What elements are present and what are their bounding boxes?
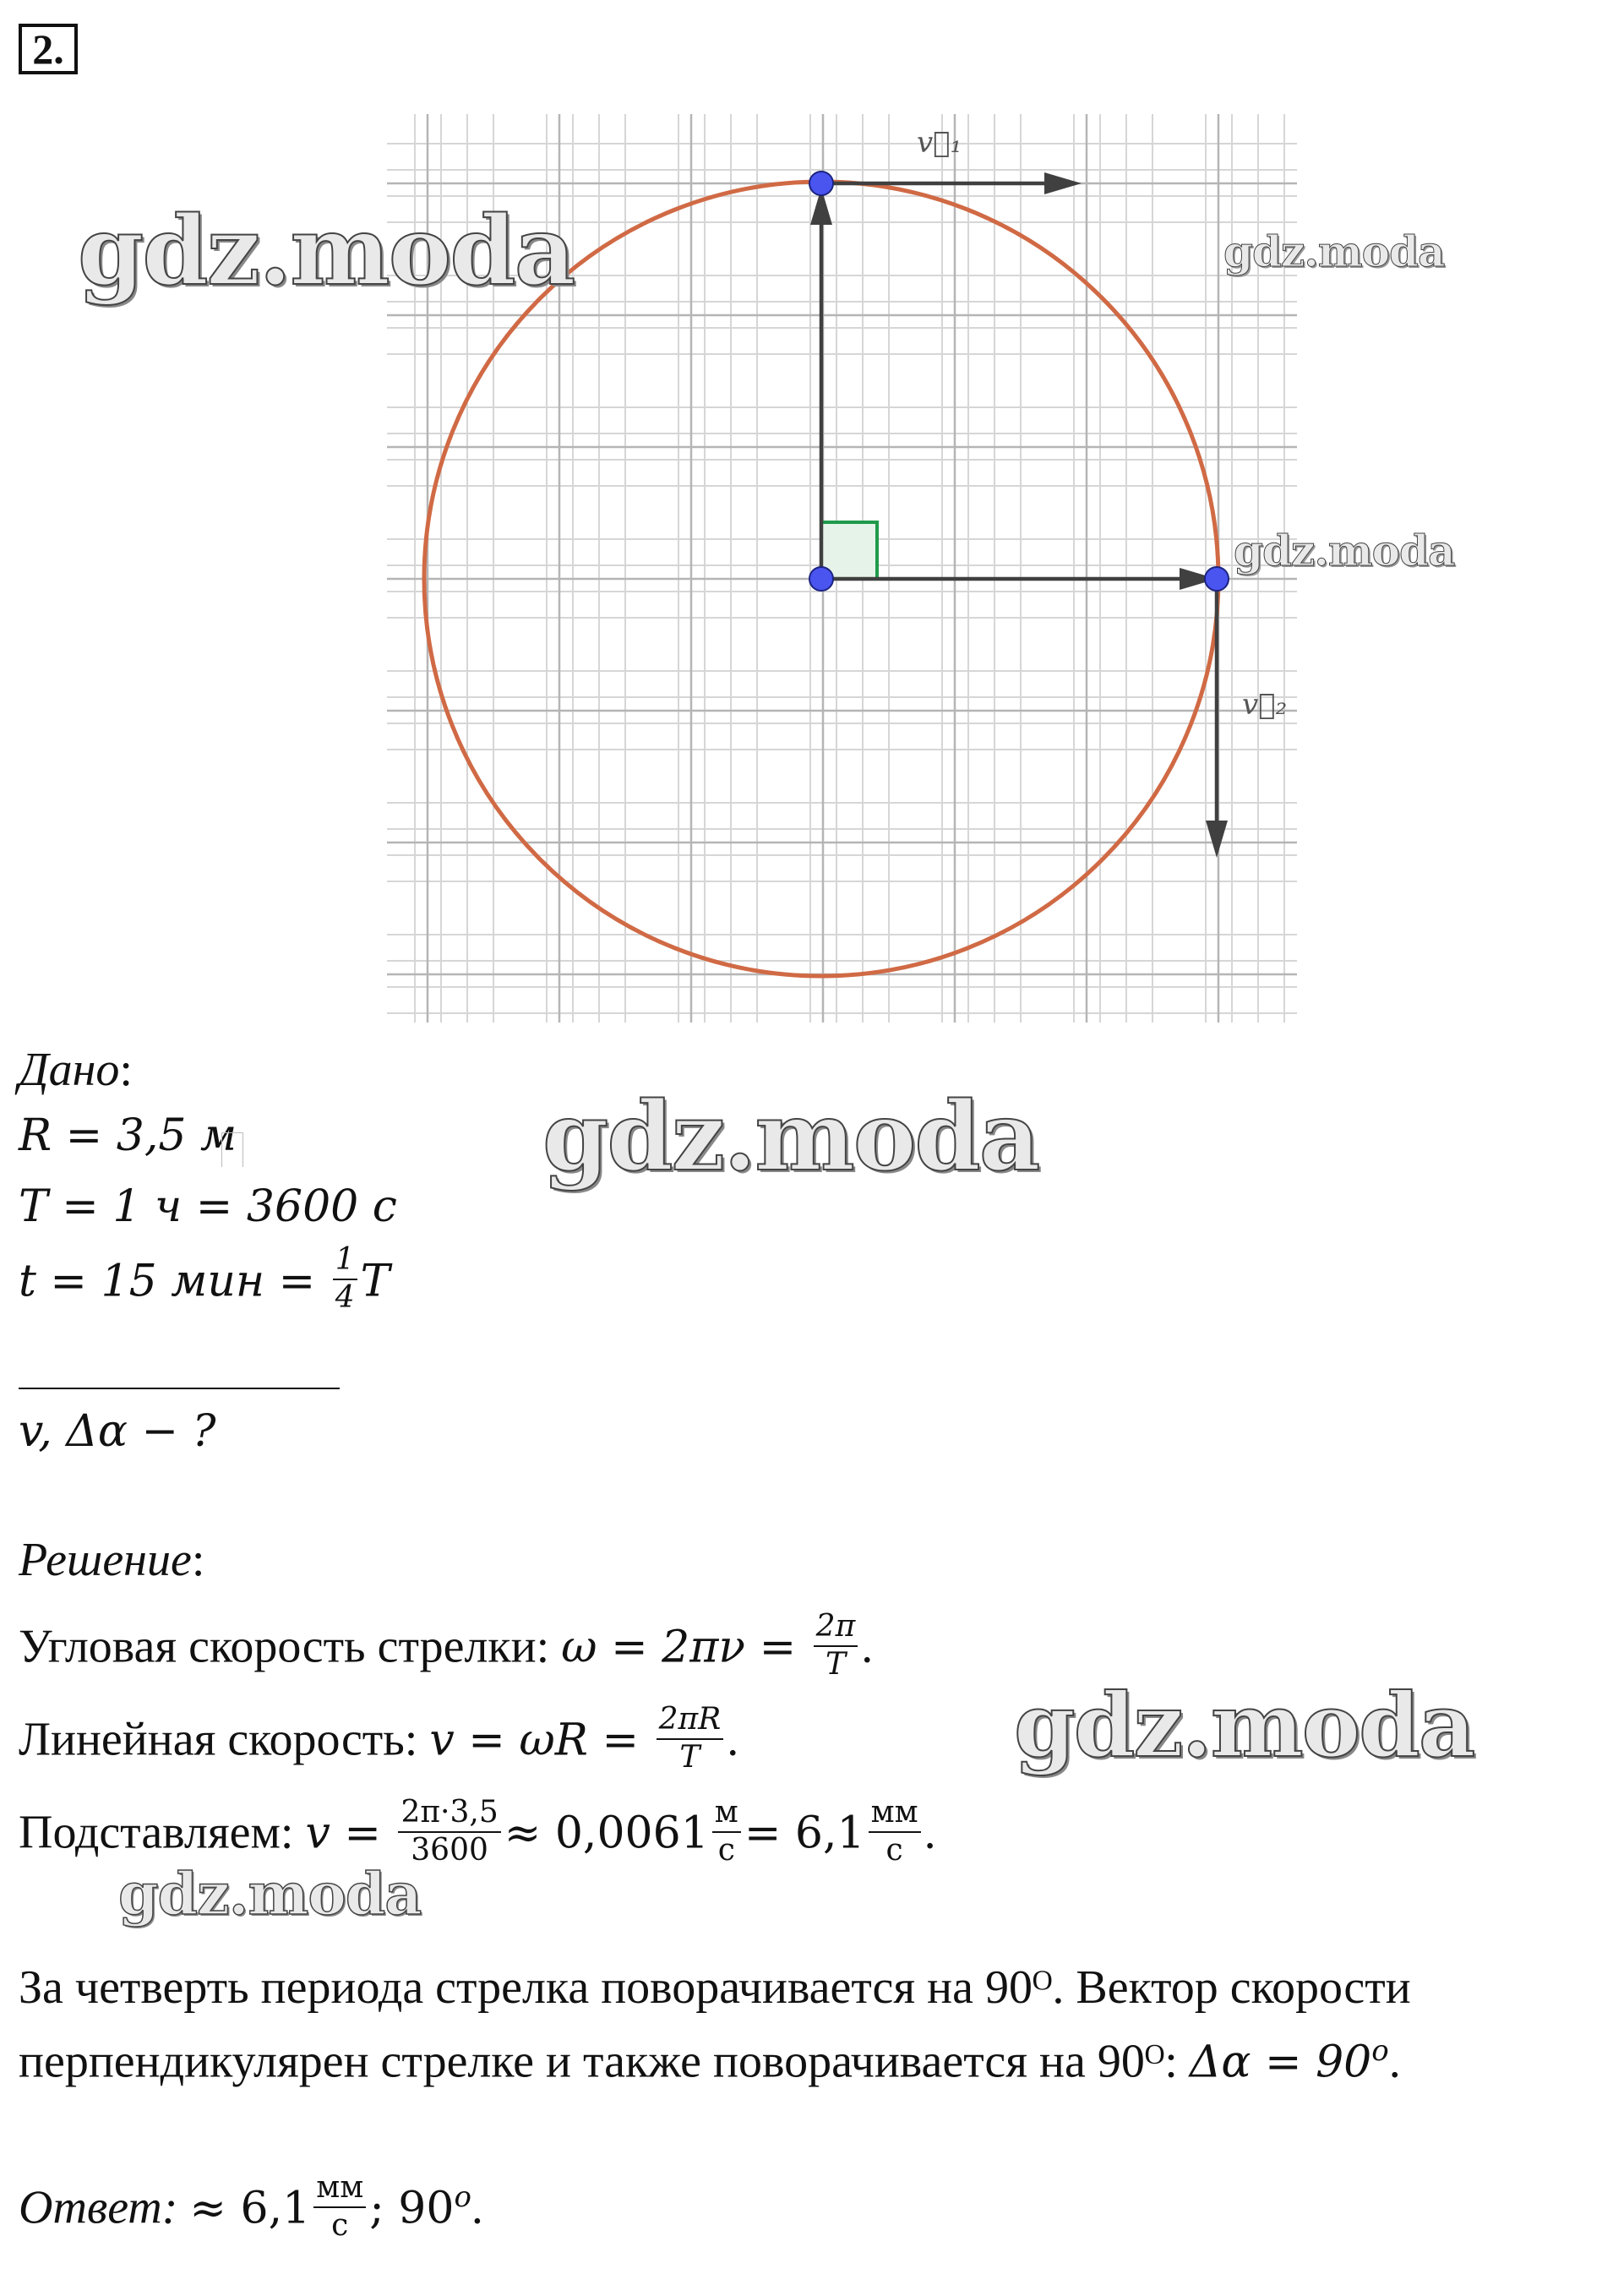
given-time-fraction	[333, 1244, 357, 1315]
unit-numerator: м	[712, 1797, 741, 1833]
answer-value: ≈ 6,1	[189, 2183, 311, 2234]
point-right	[1205, 567, 1229, 591]
step3-text: Подставляем:	[19, 1806, 306, 1859]
answer-degree-sup: o	[454, 2180, 471, 2215]
step3-approx: ≈ 0,0061	[504, 1808, 709, 1859]
find-line: v, Δα − ?	[19, 1406, 216, 1457]
solution-step-3: Подставляем: v = $\frac{2\pi\cdot 3,5}{3600}$ ≈ 0,0061 $\frac{м}{с}$ = 6,1 $\frac{мм}{с}$ .	[19, 1795, 936, 1868]
v1-label: v⃗₁	[917, 126, 962, 160]
fraction-denominator: T	[679, 1739, 700, 1775]
problem-number: 2.	[19, 24, 78, 74]
step1-formula: ω = 2πν =	[561, 1622, 810, 1673]
step3-unit-2	[869, 1797, 921, 1868]
unit-denominator: с	[885, 1832, 903, 1868]
given-period: T = 1 ч = 3600 с	[19, 1181, 397, 1232]
solution-heading-line: Решение:	[19, 1534, 205, 1586]
solution-step-1: Угловая скорость стрелки: ω = 2πν = $\frac{2\pi}{T}$ .	[19, 1609, 874, 1682]
paragraph2-text: перпендикулярен стрелке и также поворачивается на 90ᴼ:	[19, 2035, 1190, 2088]
solution-step-2: Линейная скорость: v = ωR = $\frac{2\pi R}{T}$ .	[19, 1702, 739, 1775]
watermark-2: gdz.moda	[1223, 226, 1445, 276]
answer-label: Ответ:	[19, 2181, 178, 2234]
degree-sup: o	[1371, 2034, 1389, 2068]
fraction-denominator: 3600	[411, 1832, 488, 1868]
answer-line: Ответ: ≈ 6,1 $\frac{мм}{с}$ ; 90$^o$.	[19, 2170, 483, 2243]
unit-denominator: с	[717, 1832, 735, 1868]
v1-arrow	[821, 172, 1082, 194]
unit-numerator: мм	[313, 2172, 366, 2208]
text-cursor-mark	[221, 1132, 243, 1167]
fraction-denominator: 4	[335, 1279, 355, 1315]
fraction-numerator: 1	[333, 1244, 357, 1280]
given-heading-line: Дано:	[19, 1044, 133, 1096]
watermark-4: gdz.moda	[542, 1082, 1039, 1192]
answer-angle: ; 90	[369, 2183, 455, 2234]
point-center	[809, 567, 833, 591]
fraction-numerator: 2π	[814, 1611, 858, 1647]
step2-fraction	[657, 1704, 724, 1775]
watermark-6: gdz.moda	[118, 1861, 422, 1928]
given-time-T: T	[360, 1256, 390, 1307]
step2-text: Линейная скорость:	[19, 1713, 430, 1766]
watermark-5: gdz.moda	[1014, 1673, 1474, 1777]
step1-fraction	[814, 1611, 858, 1682]
fraction-numerator: 2π·3,5	[398, 1797, 500, 1833]
step2-formula: v = ωR =	[429, 1715, 653, 1766]
unit-denominator: с	[331, 2207, 349, 2243]
solution-paragraph-2: перпендикулярен стрелке и также поворачивается на 90ᴼ: $\Delta\alpha = 90^o$.	[19, 2034, 1401, 2088]
watermark-1: gdz.moda	[78, 196, 575, 307]
step3-unit-1	[712, 1797, 741, 1868]
step3-fraction	[398, 1797, 500, 1868]
step1-text: Угловая скорость стрелки:	[19, 1620, 562, 1673]
given-divider	[19, 1388, 340, 1389]
v2-label: v⃗₂	[1242, 688, 1288, 722]
unit-numerator: мм	[869, 1797, 921, 1833]
given-radius: R = 3,5 м	[19, 1110, 237, 1161]
fraction-numerator: 2πR	[657, 1704, 724, 1740]
given-time-text: t = 15 мин =	[19, 1256, 330, 1307]
step3-result: = 6,1	[744, 1808, 865, 1859]
given-time	[19, 1242, 390, 1320]
paragraph2-formula: Δα = 90	[1189, 2037, 1372, 2088]
given-heading: Дано	[19, 1044, 120, 1096]
answer-unit	[313, 2172, 366, 2243]
point-top	[809, 172, 833, 195]
v2-arrow	[1206, 579, 1228, 858]
solution-heading: Решение	[19, 1534, 192, 1586]
fraction-denominator: T	[825, 1646, 846, 1682]
watermark-3: gdz.moda	[1234, 526, 1455, 575]
step3-formula: v =	[305, 1808, 395, 1859]
solution-paragraph-1: За четверть периода стрелка поворачивается на 90ᴼ. Вектор скорости	[19, 1961, 1411, 2014]
